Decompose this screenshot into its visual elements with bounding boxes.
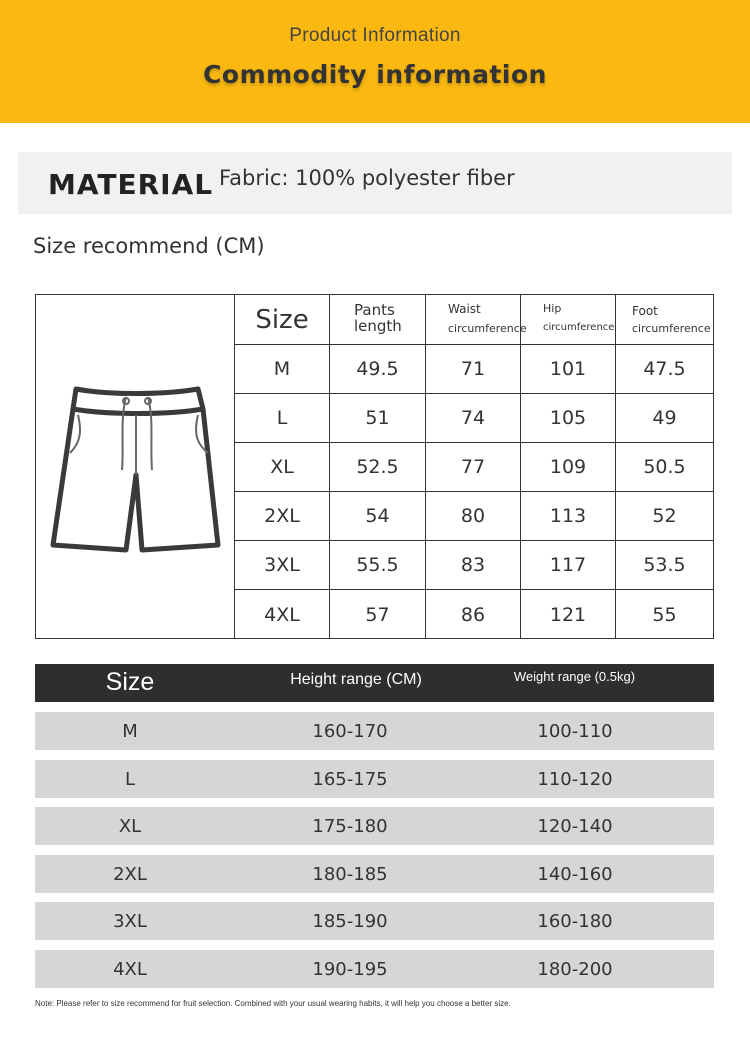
- size-table-cell: 52.5: [330, 443, 426, 492]
- size-table-cell: 83: [426, 541, 521, 590]
- range-table-cell: 180-200: [537, 958, 613, 980]
- range-table-cell: L: [124, 768, 136, 790]
- size-table-cell: XL: [235, 443, 330, 492]
- range-table-cell: 110-120: [537, 768, 613, 790]
- header-line2: circumference: [448, 322, 527, 335]
- range-table-cell: 120-140: [537, 816, 613, 837]
- size-table-cell: 121: [521, 590, 616, 639]
- size-table-cell: 57: [330, 590, 426, 639]
- size-table-cell: 49: [616, 394, 713, 443]
- range-table-cell: 190-195: [312, 958, 388, 980]
- size-grid: [235, 295, 713, 638]
- size-table-cell: L: [235, 394, 330, 443]
- size-recommend-title: Size recommend (CM): [33, 234, 265, 258]
- size-table-cell: 55: [652, 603, 677, 626]
- range-table-cell: 3XL: [113, 911, 147, 932]
- size-table-cell: 109: [521, 443, 616, 492]
- header-line2: length: [354, 317, 402, 335]
- size-table: [35, 294, 714, 639]
- size-table-cell: 117: [521, 541, 616, 590]
- material-bar: [18, 152, 732, 214]
- range-table-cell: 175-180: [312, 816, 388, 837]
- range-table-cell: 140-160: [537, 863, 613, 885]
- size-table-cell: 77: [426, 443, 521, 492]
- size-table-cell: 71: [426, 345, 521, 394]
- material-value: Fabric: 100% polyester fiber: [219, 166, 515, 190]
- size-table-cell: 74: [426, 394, 521, 443]
- range-table-row: [35, 760, 714, 798]
- range-header-weight: Weight range (0.5kg): [513, 669, 636, 684]
- range-table-cell: 180-185: [312, 863, 388, 885]
- range-table-cell: XL: [118, 816, 142, 837]
- range-table-row: [35, 950, 714, 988]
- size-table-cell: 86: [426, 590, 521, 639]
- size-table-cell: 51: [330, 394, 426, 443]
- range-table-cell: 160-180: [537, 911, 613, 932]
- size-table-cell: 49.5: [330, 345, 426, 394]
- header-line1: Pants: [354, 301, 395, 319]
- size-table-header-cell: [426, 295, 527, 345]
- size-table-cell: 105: [521, 394, 616, 443]
- range-table-cell: 2XL: [113, 863, 147, 885]
- range-header-size: Size: [105, 668, 155, 696]
- range-table-cell: 185-190: [312, 911, 388, 932]
- range-table-cell: 165-175: [312, 768, 388, 790]
- header-subtitle: Product Information: [289, 25, 461, 46]
- size-table-cell: 2XL: [235, 492, 330, 541]
- range-header-height: Height range (CM): [290, 671, 422, 688]
- size-table-cell: 47.5: [616, 345, 713, 394]
- header-line1: Hip: [543, 302, 562, 315]
- range-table-cell: 100-110: [537, 721, 613, 742]
- header-line1: Waist: [448, 302, 481, 316]
- size-table-cell: 3XL: [235, 541, 330, 590]
- size-table-cell: 54: [330, 492, 426, 541]
- header-line2: circumference: [543, 322, 615, 333]
- size-table-cell: M: [235, 345, 330, 394]
- size-table-header-cell: Size: [235, 295, 330, 345]
- shorts-image-cell: [36, 295, 235, 638]
- size-note: Note: Please refer to size recommend for fruit selection. Combined with your usual wearing habits, it will help you choose a better size.: [35, 999, 511, 1008]
- range-table-row: [35, 902, 714, 940]
- range-table-header: [35, 664, 714, 702]
- size-table-cell: 52: [616, 492, 713, 541]
- size-table-cell: 80: [426, 492, 521, 541]
- range-table-row: [35, 807, 714, 845]
- header-title: Commodity information: [203, 60, 547, 89]
- range-table-cell: M: [122, 721, 138, 742]
- range-table-cell: 4XL: [113, 958, 147, 980]
- header-line1: Foot: [632, 304, 658, 318]
- size-table-cell: 101: [521, 345, 616, 394]
- size-table-header-cell: [521, 295, 616, 345]
- size-table-cell: 113: [521, 492, 616, 541]
- material-label: MATERIAL: [48, 168, 214, 201]
- size-table-header-cell: [330, 295, 426, 345]
- header-banner: [0, 0, 750, 123]
- size-table-cell: 4XL: [235, 590, 330, 639]
- size-table-cell: 55.5: [330, 541, 426, 590]
- header-line2: circumference: [632, 322, 711, 335]
- shorts-illustration-icon: [48, 375, 223, 560]
- size-table-cell: 53.5: [616, 541, 713, 590]
- size-table-header-cell: [616, 295, 713, 345]
- range-table-cell: 160-170: [312, 721, 388, 742]
- range-table-row: [35, 712, 714, 750]
- range-table-row: [35, 855, 714, 893]
- size-table-cell: 50.5: [616, 443, 713, 492]
